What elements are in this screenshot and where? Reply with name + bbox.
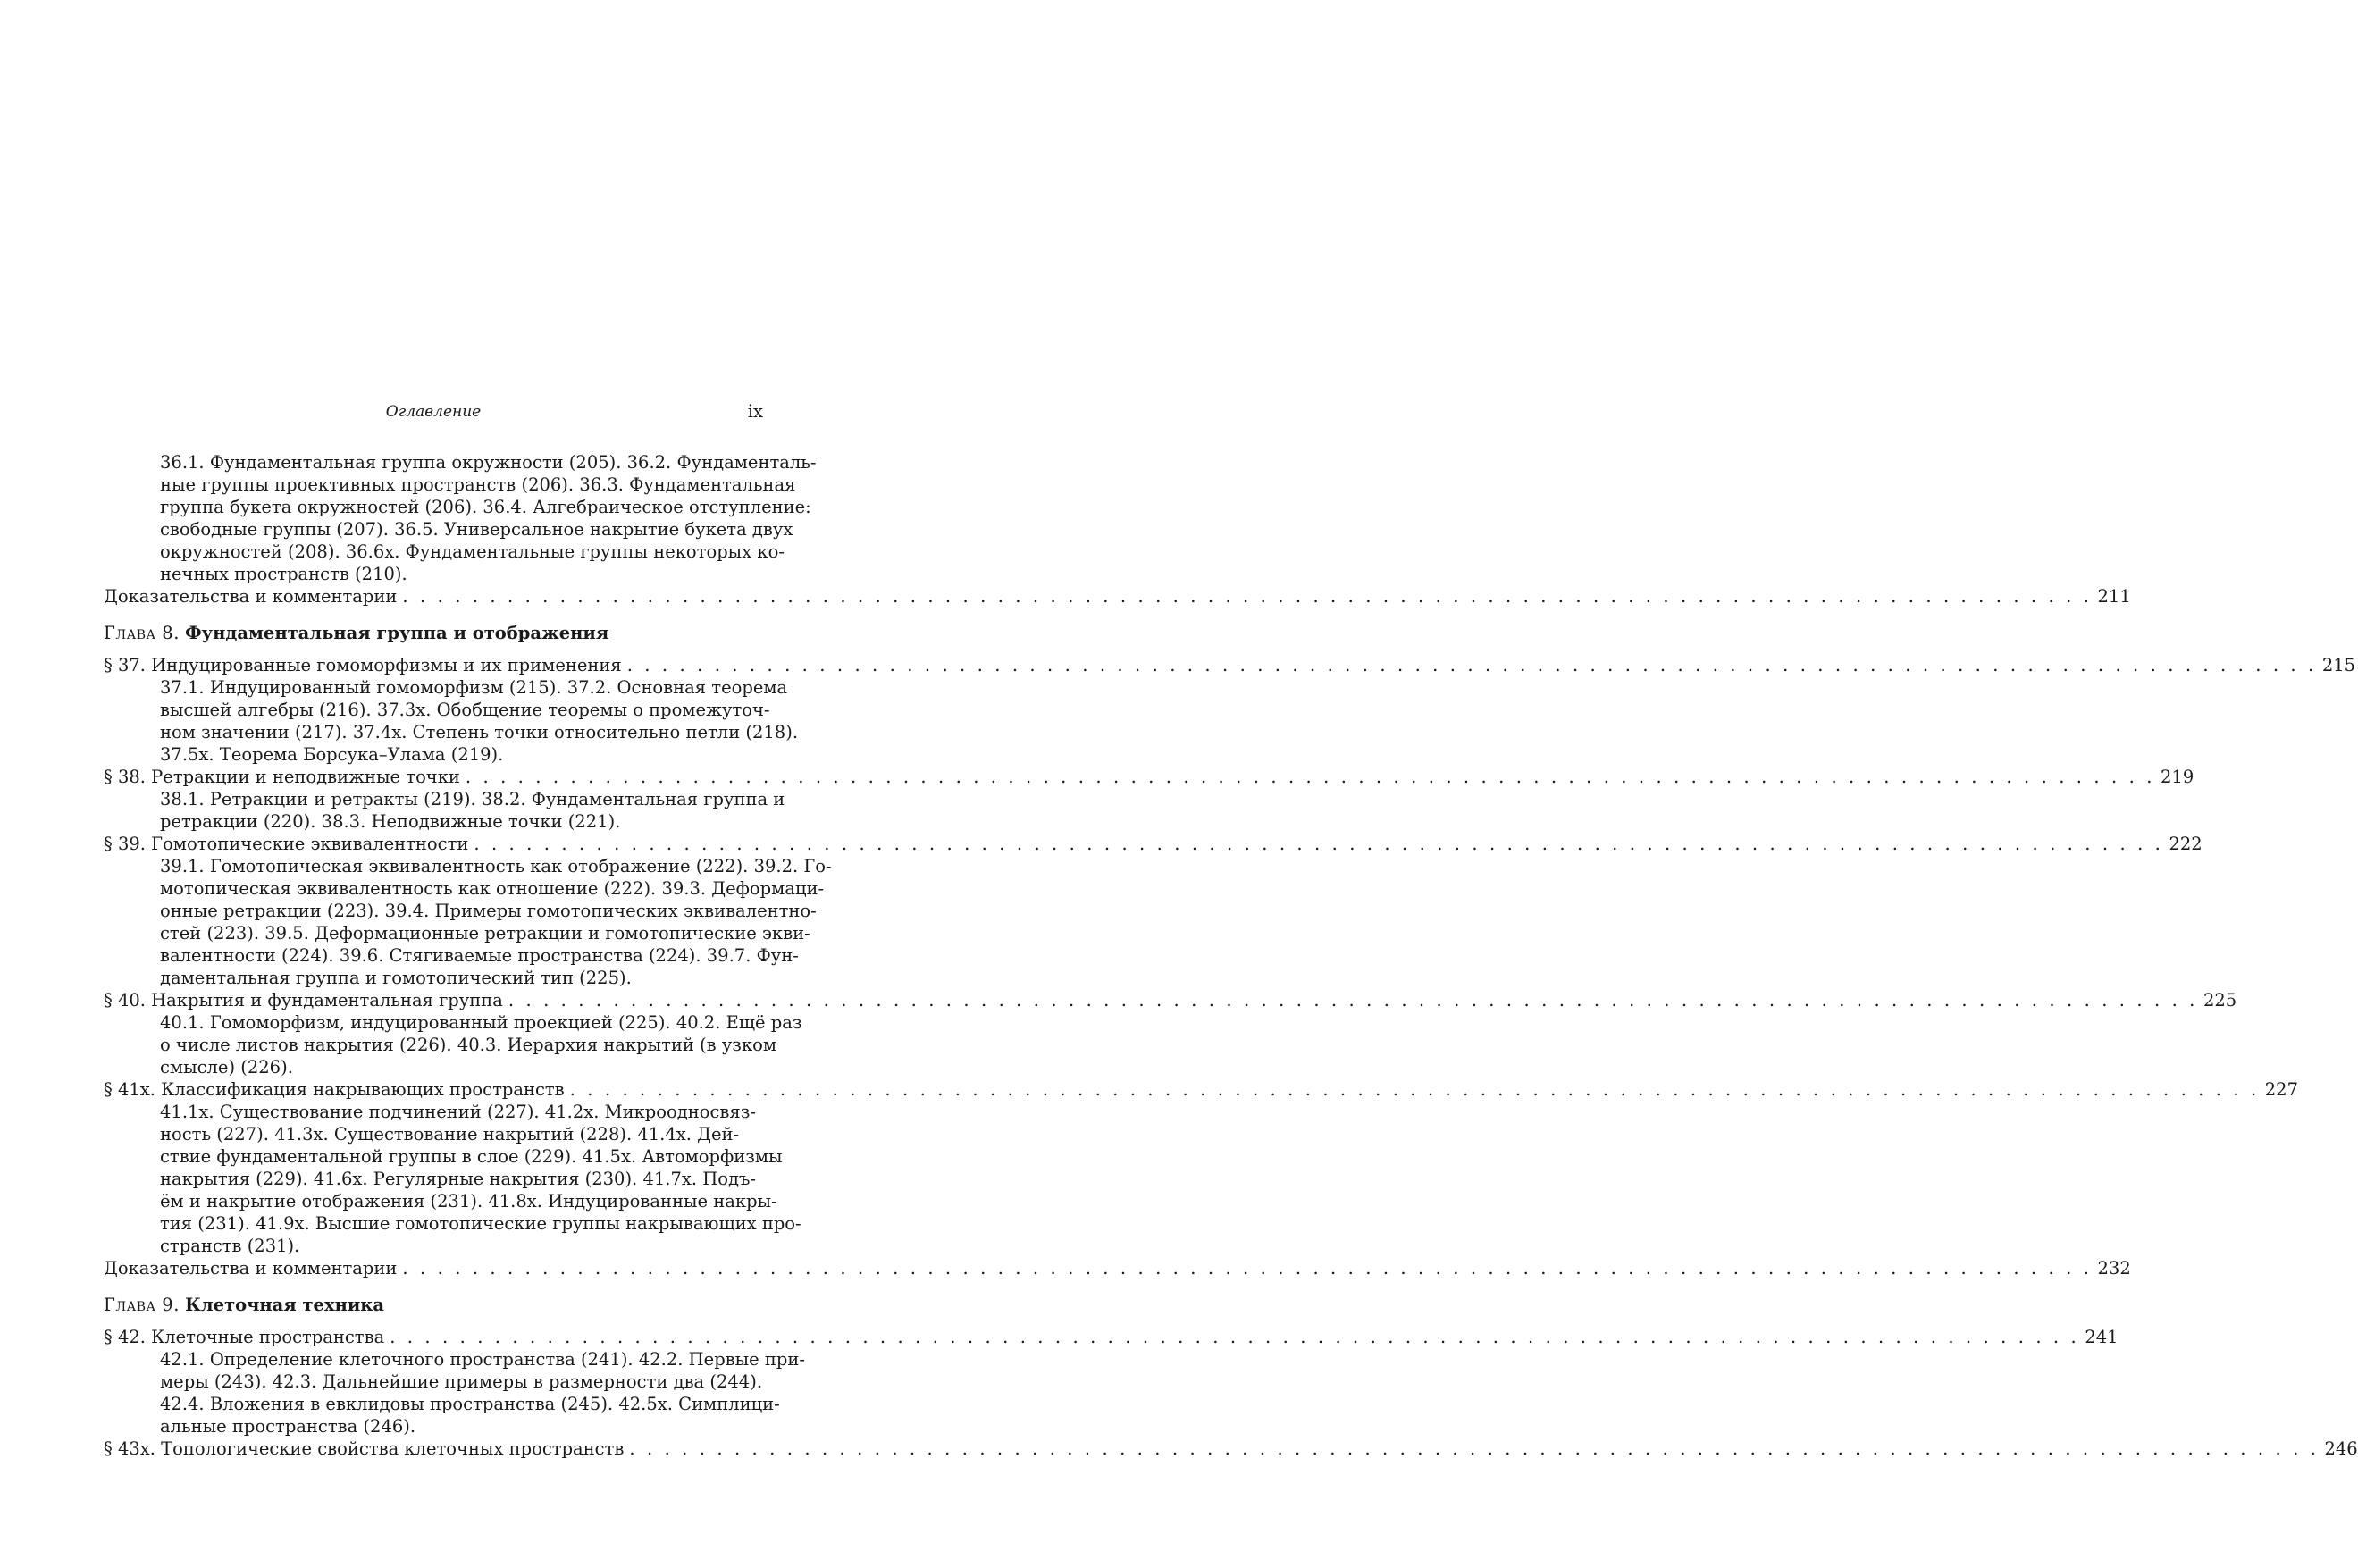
toc-entry-section[interactable] [104, 1438, 2358, 1460]
subsection-line: 41.1x. Существование подчинений (227). 41.2x. Микроодносвяз- [160, 1102, 756, 1122]
subsection-line: меры (243). 42.3. Дальнейшие примеры в размерности два (244). [160, 1371, 763, 1392]
chapter-title: Фундаментальная группа и отображения [185, 623, 609, 643]
chapter-label: Глава 9. [104, 1295, 180, 1315]
subsection-line: странств (231). [160, 1236, 300, 1256]
entry-title: § 38. Ретракции и неподвижные точки [104, 767, 460, 787]
dot-leader [466, 766, 2155, 788]
toc-entry-proofs[interactable] [104, 1257, 2131, 1279]
subsection-list [104, 855, 832, 989]
entry-title: § 39. Гомотопические эквивалентности [104, 834, 469, 854]
subsection-line: даментальная группа и гомотопический тип (225). [160, 968, 632, 988]
subsection-line: ные группы проективных пространств (206). 36.3. Фундаментальная [160, 474, 796, 495]
chapter-heading[interactable] [104, 1294, 763, 1317]
running-title: Оглавление [385, 403, 482, 421]
entry-page: 225 [2203, 990, 2237, 1010]
subsection-line: окружностей (208). 36.6x. Фундаментальные группы некоторых ко- [160, 541, 785, 562]
subsection-line: накрытия (229). 41.6x. Регулярные накрытия (230). 41.7x. Подъ- [160, 1169, 757, 1189]
subsection-list [104, 788, 785, 833]
dot-leader [629, 1438, 2319, 1460]
subsection-line: нечных пространств (210). [160, 564, 407, 584]
subsection-line: 36.1. Фундаментальная группа окружности (205). 36.2. Фундаменталь- [160, 452, 817, 473]
subsection-line: мотопическая эквивалентность как отношение (222). 39.3. Деформаци- [160, 878, 825, 899]
entry-page: 246 [2324, 1438, 2358, 1459]
subsection-line: 42.4. Вложения в евклидовы пространства (245). 42.5x. Симплици- [160, 1394, 780, 1414]
toc-entry-proofs[interactable] [104, 585, 2131, 608]
dot-leader [570, 1078, 2260, 1101]
subsection-line: высшей алгебры (216). 37.3x. Обобщение теоремы о промежуточ- [160, 700, 770, 720]
subsection-line: онные ретракции (223). 39.4. Примеры гомотопических эквивалентно- [160, 901, 817, 921]
subsection-line: ствие фундаментальной группы в слое (229). 41.5x. Автоморфизмы [160, 1146, 783, 1167]
subsection-line: тия (231). 41.9x. Высшие гомотопические группы накрывающих про- [160, 1213, 801, 1234]
subsection-line: 42.1. Определение клеточного пространства (241). 42.2. Первые при- [160, 1349, 805, 1370]
subsection-line: группа букета окружностей (206). 36.4. Алгебраическое отступление: [160, 497, 811, 517]
table-of-contents [104, 451, 2358, 1460]
dot-leader [402, 1257, 2092, 1279]
page-header [104, 400, 763, 423]
toc-entry-section[interactable] [104, 833, 2203, 855]
entry-page: 232 [2097, 1258, 2131, 1279]
subsection-line: 39.1. Гомотопическая эквивалентность как отображение (222). 39.2. Го- [160, 856, 832, 876]
subsection-line: смысле) (226). [160, 1057, 293, 1077]
entry-page: 219 [2161, 767, 2194, 787]
dot-leader [390, 1326, 2079, 1348]
dot-leader [627, 654, 2317, 676]
subsection-line: ность (227). 41.3x. Существование накрытий (228). 41.4x. Дей- [160, 1124, 740, 1145]
subsection-list [104, 1011, 802, 1078]
dot-leader [402, 585, 2092, 608]
toc-entry-section[interactable] [104, 654, 2356, 676]
chapter-title: Клеточная техника [185, 1295, 385, 1315]
entry-page: 211 [2097, 586, 2131, 607]
toc-entry-section[interactable] [104, 1326, 2119, 1348]
entry-title: Доказательства и комментарии [104, 1258, 398, 1279]
entry-title: § 43x. Топологические свойства клеточных пространств [104, 1438, 625, 1459]
toc-entry-section[interactable] [104, 1078, 2298, 1101]
subsection-line: свободные группы (207). 36.5. Универсальное накрытие букета двух [160, 519, 793, 540]
subsection-line: валентности (224). 39.6. Стягиваемые пространства (224). 39.7. Фун- [160, 945, 799, 966]
subsection-line: ём и накрытие отображения (231). 41.8x. Индуцированные накры- [160, 1191, 777, 1212]
entry-page: 227 [2264, 1079, 2298, 1100]
toc-entry-section[interactable] [104, 766, 2194, 788]
entry-title: § 37. Индуцированные гомоморфизмы и их применения [104, 655, 622, 675]
subsection-line: ретракции (220). 38.3. Неподвижные точки (221). [160, 811, 621, 832]
subsection-list [104, 676, 799, 766]
subsection-list [104, 1101, 801, 1257]
entry-title: Доказательства и комментарии [104, 586, 398, 607]
subsection-line: ном значении (217). 37.4x. Степень точки относительно петли (218). [160, 722, 799, 742]
entry-title: § 41x. Классификация накрывающих пространств [104, 1079, 565, 1100]
entry-page: 215 [2321, 655, 2356, 675]
subsection-line: о числе листов накрытия (226). 40.3. Иерархия накрытий (в узком [160, 1035, 777, 1055]
entry-page: 222 [2169, 834, 2203, 854]
toc-entry-section[interactable] [104, 989, 2237, 1011]
subsection-list [104, 451, 817, 585]
chapter-label: Глава 8. [104, 623, 180, 643]
subsection-line: стей (223). 39.5. Деформационные ретракции и гомотопические экви- [160, 923, 810, 943]
subsection-list [104, 1348, 805, 1438]
subsection-line: 37.1. Индуцированный гомоморфизм (215). 37.2. Основная теорема [160, 677, 788, 698]
subsection-line: 40.1. Гомоморфизм, индуцированный проекцией (225). 40.2. Ещё раз [160, 1012, 802, 1033]
chapter-heading[interactable] [104, 622, 763, 645]
page-number: ix [747, 401, 763, 422]
entry-title: § 42. Клеточные пространства [104, 1327, 385, 1347]
dot-leader [474, 833, 2163, 855]
subsection-line: альные пространства (246). [160, 1416, 416, 1437]
entry-page: 241 [2085, 1327, 2119, 1347]
subsection-line: 37.5x. Теорема Борсука–Улама (219). [160, 744, 504, 765]
dot-leader [508, 989, 2198, 1011]
entry-title: § 40. Накрытия и фундаментальная группа [104, 990, 503, 1010]
subsection-line: 38.1. Ретракции и ретракты (219). 38.2. Фундаментальная группа и [160, 789, 785, 809]
